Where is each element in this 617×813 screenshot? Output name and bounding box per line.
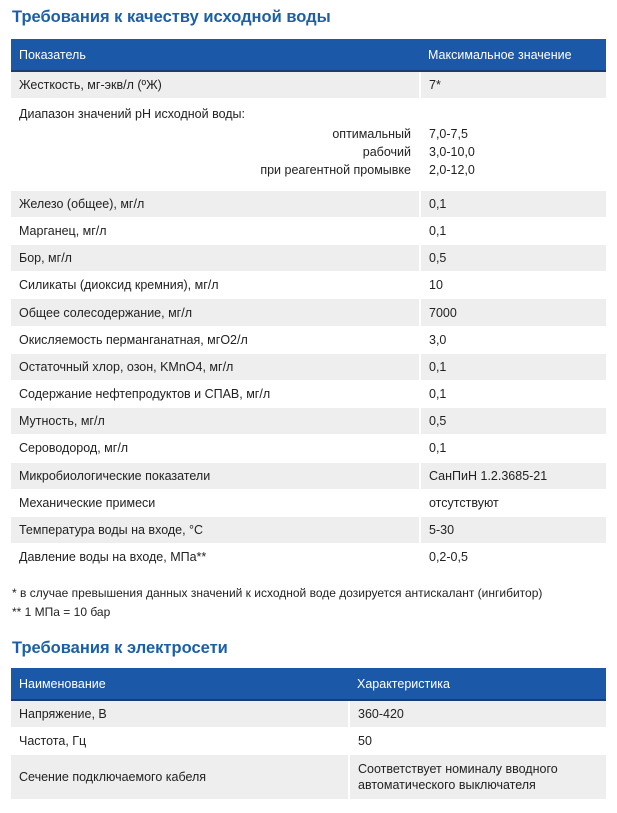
row-value: 7000 — [420, 299, 606, 326]
footnote-pressure-units: ** 1 МПа = 10 бар — [12, 605, 111, 619]
table-row — [11, 544, 606, 571]
table-row — [11, 381, 606, 408]
water-section-title: Требования к качеству исходной воды — [12, 8, 331, 26]
row-label: Частота, Гц — [11, 727, 349, 754]
ph-sub-value: 3,0-10,0 — [429, 144, 475, 159]
row-label: Сероводород, мг/л — [11, 435, 420, 462]
row-label: Силикаты (диоксид кремния), мг/л — [11, 272, 420, 299]
row-label: Температура воды на входе, °С — [11, 516, 420, 543]
ph-sub-label: рабочий — [362, 144, 411, 159]
table-row — [11, 435, 606, 462]
table-header-row — [11, 668, 606, 700]
row-label — [11, 98, 420, 190]
table-row — [11, 190, 606, 217]
row-value: 0,1 — [420, 190, 606, 217]
footnote-antiscalant: * в случае превышения данных значений к исходной воде дозируется антискалант (ингибитор) — [12, 586, 543, 600]
row-value: 360-420 — [349, 700, 606, 727]
power-requirements-table — [11, 668, 606, 800]
row-label: Микробиологические показатели — [11, 462, 420, 489]
table-header-row — [11, 39, 606, 71]
row-value: 10 — [420, 272, 606, 299]
table-row — [11, 700, 606, 727]
ph-heading: Диапазон значений pH исходной воды: — [19, 106, 246, 121]
table-row — [11, 272, 606, 299]
row-label: Остаточный хлор, озон, KMnO4, мг/л — [11, 353, 420, 380]
ph-sub-label: оптимальный — [332, 126, 411, 141]
row-value: 5-30 — [420, 516, 606, 543]
table-row — [11, 245, 606, 272]
table-row — [11, 326, 606, 353]
row-label: Общее солесодержание, мг/л — [11, 299, 420, 326]
row-value: 0,1 — [420, 217, 606, 244]
row-label: Бор, мг/л — [11, 245, 420, 272]
table-row — [11, 217, 606, 244]
row-value: 0,1 — [420, 435, 606, 462]
table-row — [11, 71, 606, 98]
water-quality-table — [11, 39, 606, 571]
row-value: 0,5 — [420, 408, 606, 435]
row-label: Железо (общее), мг/л — [11, 190, 420, 217]
ph-sub-value: 7,0-7,5 — [429, 126, 468, 141]
row-value: 0,1 — [420, 353, 606, 380]
table-row — [11, 516, 606, 543]
row-value — [420, 98, 606, 190]
row-value: Соответствует номиналу вводного автоматического выключателя — [349, 754, 606, 799]
row-value: 3,0 — [420, 326, 606, 353]
table-row — [11, 754, 606, 799]
column-header-name: Наименование — [11, 668, 349, 700]
table-row — [11, 727, 606, 754]
ph-sub-value: 2,0-12,0 — [429, 162, 475, 177]
column-header-parameter: Показатель — [11, 39, 420, 71]
row-label: Механические примеси — [11, 489, 420, 516]
row-label: Сечение подключаемого кабеля — [11, 754, 349, 799]
table-row — [11, 462, 606, 489]
row-label: Жесткость, мг-экв/л (ºЖ) — [11, 71, 420, 98]
column-header-max-value: Максимальное значение — [420, 39, 606, 71]
row-value: 50 — [349, 727, 606, 754]
power-section-title: Требования к электросети — [12, 639, 228, 657]
row-value: отсутствуют — [420, 489, 606, 516]
row-label: Напряжение, В — [11, 700, 349, 727]
row-value: 0,1 — [420, 381, 606, 408]
row-label: Окисляемость перманганатная, мгО2/л — [11, 326, 420, 353]
row-label: Давление воды на входе, МПа** — [11, 544, 420, 571]
row-label: Мутность, мг/л — [11, 408, 420, 435]
row-value: 0,2-0,5 — [420, 544, 606, 571]
ph-sub-label: при реагентной промывке — [260, 162, 411, 177]
row-value: СанПиН 1.2.3685-21 — [420, 462, 606, 489]
table-row — [11, 299, 606, 326]
column-header-characteristic: Характеристика — [349, 668, 606, 700]
table-row-ph — [11, 98, 606, 190]
row-label: Содержание нефтепродуктов и СПАВ, мг/л — [11, 381, 420, 408]
row-value: 0,5 — [420, 245, 606, 272]
table-row — [11, 489, 606, 516]
table-row — [11, 408, 606, 435]
row-label: Марганец, мг/л — [11, 217, 420, 244]
table-row — [11, 353, 606, 380]
row-value: 7* — [420, 71, 606, 98]
